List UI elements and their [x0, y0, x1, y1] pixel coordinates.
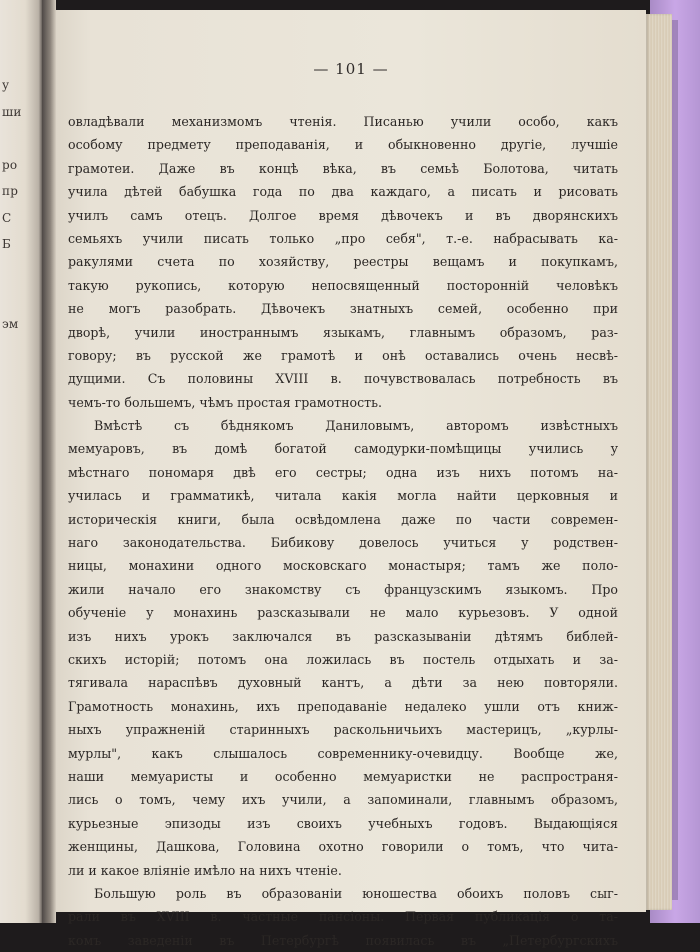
text-line: наго законодательства. Бибикову довелось учиться у родствен-	[68, 535, 618, 551]
text-line: Большую роль въ образованіи юношества обоихъ половъ сыг-	[94, 885, 618, 901]
text-line: ницы, монахини одного московскаго монастыря; тамъ же поло-	[68, 558, 618, 574]
page-stack-shadow	[672, 20, 678, 900]
text-line: Грамотность монахинь, ихъ преподаваніе недалеко ушли отъ книж-	[68, 698, 618, 714]
text-line: дворѣ, учили иностраннымъ языкамъ, главнымъ образомъ, раз-	[68, 324, 618, 340]
book-gutter	[42, 0, 56, 923]
text-line: курьезные эпизоды изъ своихъ учебныхъ годовъ. Выдающіяся	[68, 815, 618, 831]
book-page	[56, 10, 646, 948]
text-line: лись о томъ, чему ихъ учили, а запоминали, главнымъ образомъ,	[68, 792, 618, 808]
text-line: говору; въ русской же грамотѣ и онѣ оставались очень несвѣ-	[68, 347, 618, 363]
text-line: историческія книги, была освѣдомлена даже по части современ-	[68, 511, 618, 527]
text-line: скихъ исторій; потомъ она ложилась въ постель отдыхать и за-	[68, 651, 618, 667]
page-stack-edge	[646, 14, 672, 910]
text-line: тягивала нараспѣвъ духовный кантъ, а дѣти за нею повторяли.	[68, 675, 618, 691]
text-line: наши мемуаристы и особенно мемуаристки не распространя-	[68, 768, 618, 784]
text-line: училась и грамматикѣ, читала какія могла найти церковныя и	[68, 488, 618, 504]
left-page-fragment: ро	[2, 157, 18, 172]
text-line: жили начало его знакомству съ французскимъ языкомъ. Про	[68, 581, 618, 597]
text-line: такую рукопись, которую непосвященный посторонній человѣкъ	[68, 277, 618, 293]
left-page-edge	[0, 0, 42, 923]
text-line: грамотеи. Даже въ концѣ вѣка, въ семьѣ Болотова, читать	[68, 160, 618, 176]
text-line: ли и какое вліяніе имѣло на нихъ чтеніе.	[68, 862, 342, 878]
text-line: учила дѣтей бабушка года по два каждаго, а писать и рисовать	[68, 184, 618, 200]
text-line: ракулями счета по хозяйству, реестры вещамъ и покупкамъ,	[68, 254, 618, 270]
text-line: комъ заведеніи въ Петербургѣ появилась въ „Петербургскихъ	[68, 932, 618, 948]
page-number: — 101 —	[313, 60, 389, 78]
text-line: не могъ разобрать. Дѣвочекъ знатныхъ семей, особенно при	[68, 301, 618, 317]
page-text	[68, 110, 618, 952]
text-line: обученіе у монахинь разсказывали не мало курьезовъ. У одной	[68, 605, 618, 621]
text-line: овладѣвали механизмомъ чтенія. Писанью учили особо, какъ	[68, 114, 618, 129]
left-page-fragment: у	[2, 78, 10, 92]
text-line: семьяхъ учили писать только „про себя", т.-е. набрасывать ка-	[68, 230, 618, 246]
left-page-fragment: С	[2, 210, 12, 225]
text-line: Вмѣстѣ съ бѣднякомъ Даниловымъ, авторомъ извѣстныхъ	[94, 418, 618, 434]
left-page-fragment: пр	[2, 184, 19, 198]
text-line: мурлы", какъ слышалось современнику-очевидцу. Вообще же,	[68, 745, 618, 761]
text-line: училъ самъ отецъ. Долгое время дѣвочекъ и въ дворянскихъ	[68, 207, 618, 223]
text-line: мемуаровъ, въ домѣ богатой самодурки-помѣщицы учились у	[68, 441, 618, 457]
text-line: ныхъ упражненій старинныхъ раскольничьихъ мастерицъ, „курлы-	[68, 722, 618, 738]
text-line: дущими. Съ половины XVIII в. почувствовалась потребность въ	[68, 371, 618, 387]
text-line: чемъ-то большемъ, чѣмъ простая грамотность.	[68, 394, 383, 410]
text-line: изъ нихъ урокъ заключался въ разсказываніи дѣтямъ библей-	[68, 628, 618, 644]
text-line: женщины, Дашкова, Головина охотно говорили о томъ, что чита-	[68, 839, 618, 855]
text-line: мѣстнаго пономаря двѣ его сестры; одна изъ нихъ потомъ на-	[68, 464, 618, 480]
text-line: особому предмету преподаванія, и обыкновенно другіе, лучшіе	[68, 137, 618, 153]
text-line: рали въ XVIII в. частные пансіоны. Первая публикація о та-	[68, 909, 618, 925]
left-page-fragment: ши	[2, 104, 22, 119]
left-page-fragment: эм	[2, 316, 19, 331]
left-page-fragment: Б	[2, 237, 12, 251]
